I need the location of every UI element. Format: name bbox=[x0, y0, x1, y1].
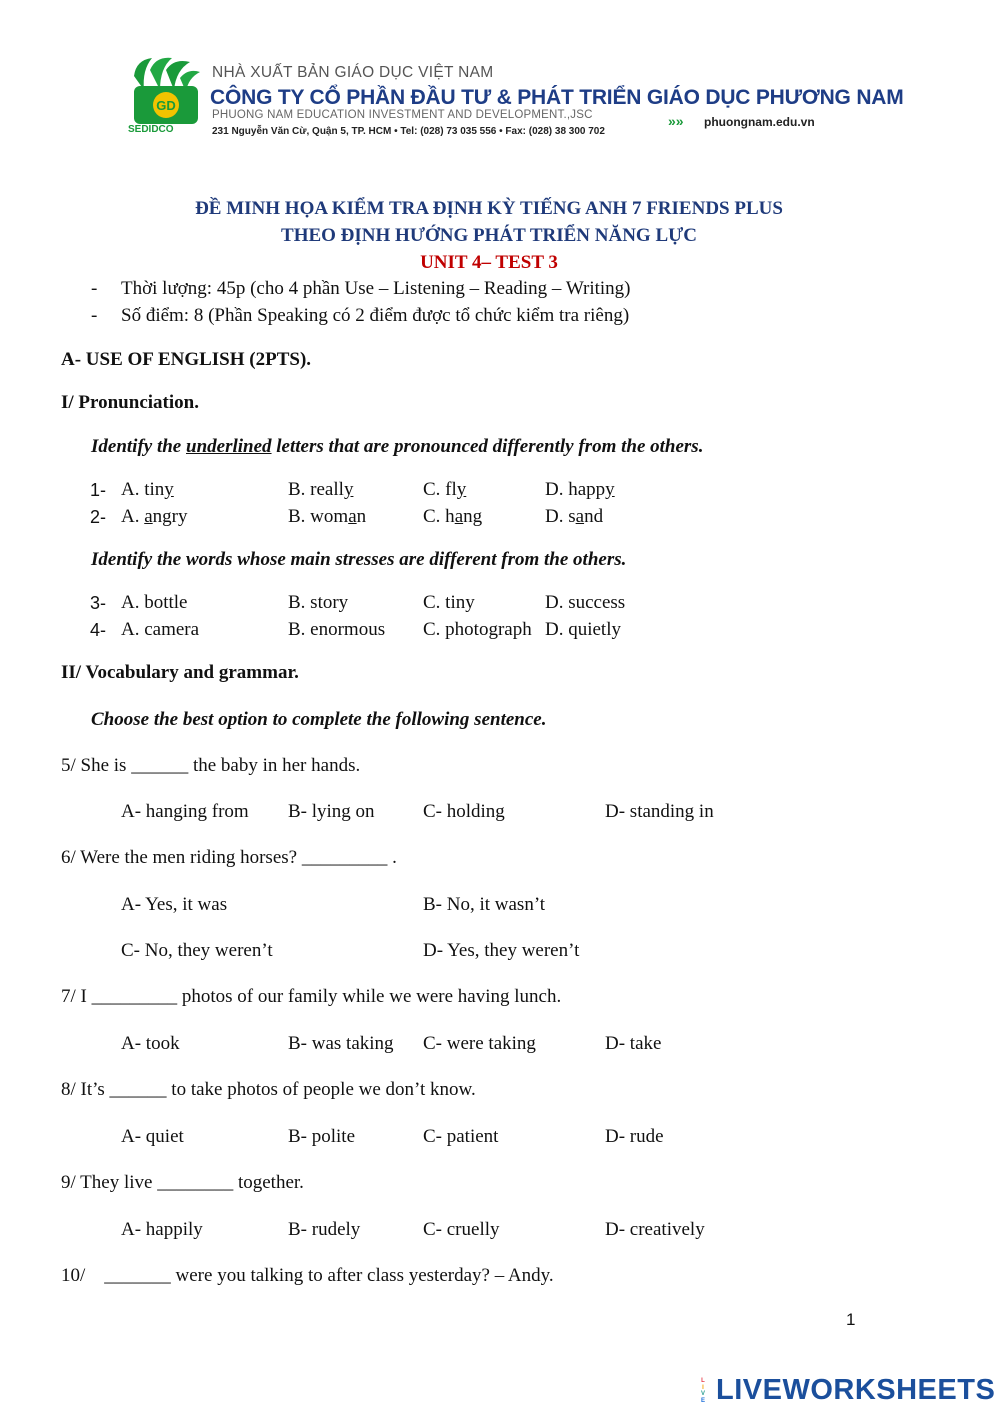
question-10-stem: 10/ _______ were you talking to after class yesterday? – Andy. bbox=[61, 1265, 554, 1286]
option-d[interactable]: D. sand bbox=[545, 506, 604, 527]
option-d[interactable]: D- take bbox=[605, 1033, 662, 1054]
option-c[interactable]: C- were taking bbox=[423, 1033, 536, 1054]
option-d[interactable]: D- rude bbox=[605, 1126, 664, 1147]
grammar-instruction: Choose the best option to complete the following sentence. bbox=[91, 709, 547, 730]
page-number: 1 bbox=[846, 1310, 856, 1329]
company-name: CÔNG TY CỔ PHẦN ĐẦU TƯ & PHÁT TRIỂN GIÁO DỤC PHƯƠNG NAM bbox=[210, 86, 904, 109]
option-d[interactable]: D- Yes, they weren’t bbox=[423, 940, 580, 961]
exam-title: ĐỀ MINH HỌA KIỂM TRA ĐỊNH KỲ TIẾNG ANH 7 FRIENDS PLUS bbox=[195, 198, 783, 219]
website-link[interactable]: phuongnam.edu.vn bbox=[704, 115, 815, 129]
info-bullet: - bbox=[91, 305, 98, 326]
option-a[interactable]: A. tiny bbox=[121, 479, 174, 500]
option-c[interactable]: C- cruelly bbox=[423, 1219, 500, 1240]
option-c[interactable]: C. hang bbox=[423, 506, 483, 527]
option-c[interactable]: C. fly bbox=[423, 479, 467, 500]
option-b[interactable]: B- rudely bbox=[288, 1219, 361, 1240]
option-d[interactable]: D- standing in bbox=[605, 801, 714, 822]
question-9-stem: 9/ They live ________ together. bbox=[61, 1172, 304, 1193]
option-b[interactable]: B- was taking bbox=[288, 1033, 394, 1054]
option-a[interactable]: A- took bbox=[121, 1033, 180, 1054]
option-a[interactable]: A- Yes, it was bbox=[121, 894, 228, 915]
vocabulary-heading: II/ Vocabulary and grammar. bbox=[61, 662, 299, 683]
option-d[interactable]: D. quietly bbox=[545, 619, 621, 640]
question-number: 4- bbox=[90, 620, 107, 640]
option-b[interactable]: B- lying on bbox=[288, 801, 375, 822]
stress-instruction: Identify the words whose main stresses are different from the others. bbox=[91, 549, 627, 570]
pronunciation-heading: I/ Pronunciation. bbox=[61, 392, 199, 413]
question-number: 3- bbox=[90, 593, 107, 613]
question-6-stem: 6/ Were the men riding horses? _________ . bbox=[61, 847, 397, 868]
company-english-name: PHUONG NAM EDUCATION INVESTMENT AND DEVELOPMENT.,JSC bbox=[212, 109, 593, 121]
info-duration: Thời lượng: 45p (cho 4 phần Use – Listening – Reading – Writing) bbox=[121, 278, 631, 299]
svg-text:GD: GD bbox=[156, 98, 176, 113]
option-b[interactable]: B. woman bbox=[288, 506, 367, 527]
underlined-word: underlined bbox=[186, 436, 272, 457]
brand-name: LIVEWORKSHEETS bbox=[716, 1374, 996, 1406]
chevron-arrows-icon: »» bbox=[668, 113, 684, 129]
question-number: 1- bbox=[90, 480, 107, 500]
option-a[interactable]: A. angry bbox=[121, 506, 188, 527]
question-8-stem: 8/ It’s ______ to take photos of people we don’t know. bbox=[61, 1079, 476, 1100]
option-a[interactable]: A. camera bbox=[121, 619, 200, 640]
option-a[interactable]: A- happily bbox=[121, 1219, 203, 1240]
option-b[interactable]: B- polite bbox=[288, 1126, 356, 1147]
option-d[interactable]: D- creatively bbox=[605, 1219, 705, 1240]
question-7-stem: 7/ I _________ photos of our family while we were having lunch. bbox=[61, 986, 562, 1007]
option-c[interactable]: C- patient bbox=[423, 1126, 499, 1147]
option-d[interactable]: D. success bbox=[545, 592, 626, 613]
question-5-stem: 5/ She is ______ the baby in her hands. bbox=[61, 755, 361, 776]
option-c[interactable]: C. photograph bbox=[423, 619, 532, 640]
option-a[interactable]: A- quiet bbox=[121, 1126, 184, 1147]
pronunciation-instruction: Identify the underlined letters that are pronounced differently from the others. bbox=[91, 436, 704, 457]
info-points: Số điểm: 8 (Phần Speaking có 2 điểm được tổ chức kiểm tra riêng) bbox=[121, 305, 630, 326]
brand-mark: L I V E bbox=[700, 1378, 705, 1404]
option-b[interactable]: B- No, it wasn’t bbox=[423, 894, 546, 915]
exam-subtitle: THEO ĐỊNH HƯỚNG PHÁT TRIỂN NĂNG LỰC bbox=[281, 225, 697, 246]
option-d[interactable]: D. happy bbox=[545, 479, 615, 500]
option-a[interactable]: A- hanging from bbox=[121, 801, 249, 822]
option-c[interactable]: C- holding bbox=[423, 801, 505, 822]
option-b[interactable]: B. story bbox=[288, 592, 349, 613]
logo-label: SEDIDCO bbox=[128, 124, 174, 135]
option-b[interactable]: B. enormous bbox=[288, 619, 386, 640]
option-a[interactable]: A. bottle bbox=[121, 592, 188, 613]
info-bullet: - bbox=[91, 278, 98, 299]
publisher-name: NHÀ XUẤT BẢN GIÁO DỤC VIỆT NAM bbox=[212, 64, 494, 81]
option-c[interactable]: C- No, they weren’t bbox=[121, 940, 273, 961]
section-a-heading: A- USE OF ENGLISH (2PTS). bbox=[61, 349, 312, 370]
question-number: 2- bbox=[90, 507, 107, 527]
option-c[interactable]: C. tiny bbox=[423, 592, 475, 613]
company-contact: 231 Nguyễn Văn Cừ, Quận 5, TP. HCM • Tel: (028) 73 035 556 • Fax: (028) 38 300 702 bbox=[212, 126, 605, 137]
unit-title: UNIT 4– TEST 3 bbox=[420, 252, 558, 273]
option-b[interactable]: B. really bbox=[288, 479, 354, 500]
